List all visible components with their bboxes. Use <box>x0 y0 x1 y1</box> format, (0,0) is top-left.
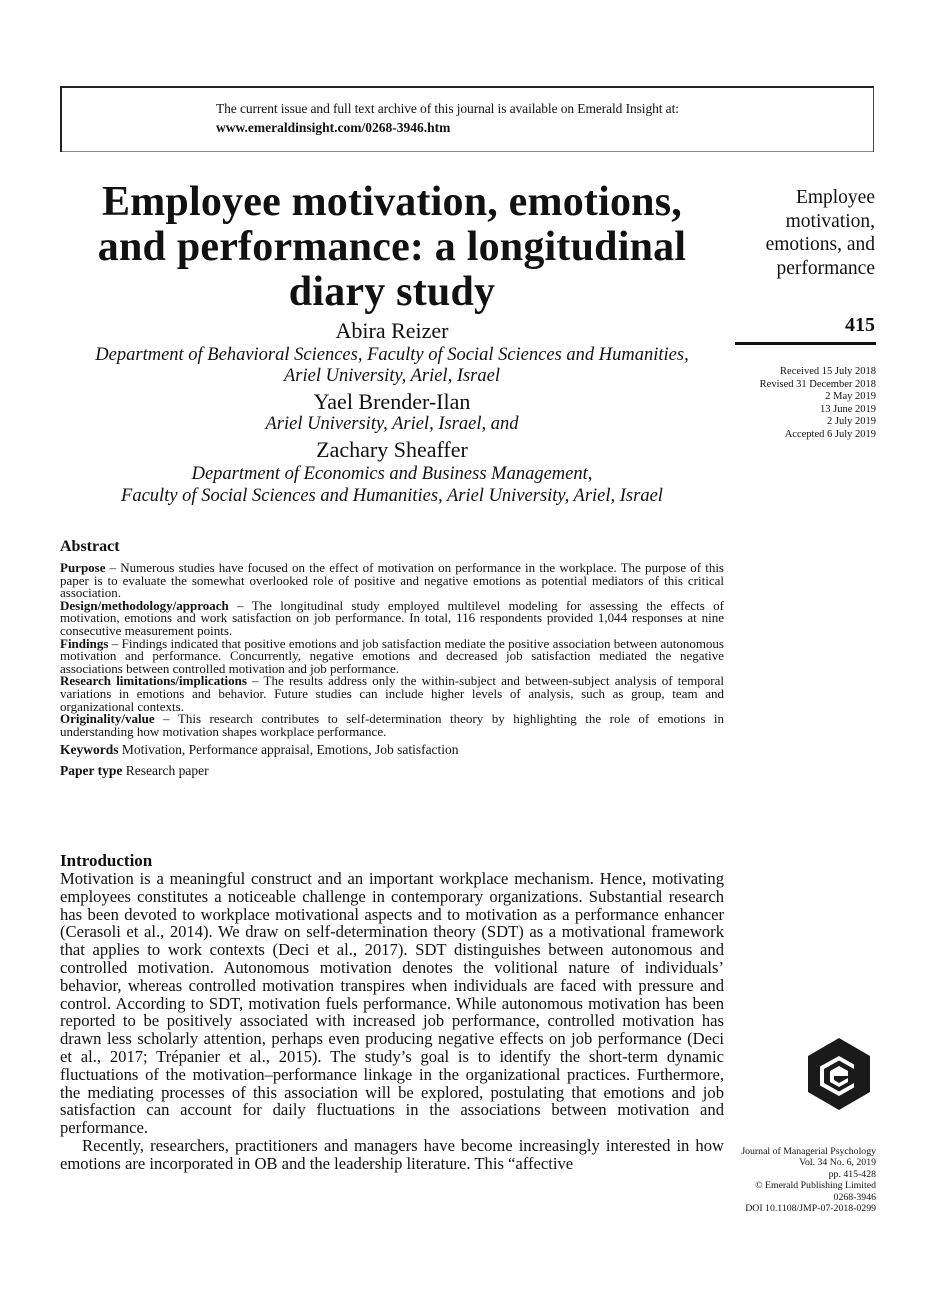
title-line: and performance: a longitudinal <box>97 224 687 270</box>
author-name: Zachary Sheaffer <box>316 437 468 462</box>
citation-line: © Emerald Publishing Limited <box>755 1180 876 1192</box>
title-line: Employee motivation, emotions, <box>102 179 682 225</box>
abstract-body <box>60 562 724 779</box>
abstract-section-text: – The longitudinal study employed multilevel modeling for assessing the effects of motivation, emotions and work satisfaction on job performance. In total, 116 respondents provided 1,044 responses at nine consecutive measurement points. <box>60 597 724 638</box>
paper-type-label: Paper type <box>60 763 123 779</box>
running-head-line: emotions, and <box>765 234 875 255</box>
page-number-rule <box>735 342 876 345</box>
abstract-section-label: Research limitations/implications <box>60 673 247 689</box>
abstract-section-text: – Findings indicated that positive emotions and job satisfaction mediate the positive association between autonomous motivation and performance. Concurrently, negative emotions and decreased job satisfaction mediated the negative associations between controlled motivation and job performance. <box>60 635 724 676</box>
citation-line: Journal of Managerial Psychology <box>741 1146 876 1157</box>
author-name: Abira Reizer <box>335 318 449 343</box>
journal-citation <box>730 1146 876 1214</box>
citation-line: 0268-3946 <box>833 1191 876 1203</box>
author-affiliation: Faculty of Social Sciences and Humanities, Ariel University, Ariel, Israel <box>121 486 663 506</box>
citation-line: DOI 10.1108/JMP-07-2018-0299 <box>745 1203 876 1215</box>
abstract-heading: Abstract <box>60 538 120 555</box>
author-name: Yael Brender-Ilan <box>313 389 471 414</box>
body-paragraph: Motivation is a meaningful construct and an important workplace mechanism. Hence, motivating employees constitutes a noticeable challenge in contemporary organizations. Substantial research has been devoted to workplace motivational aspects and to motivation as a performance enhancer (Cerasoli et al., 2014). We draw on self-determination theory (SDT) as a motivational framework that applies to work contexts (Deci et al., 2017). SDT distinguishes between autonomous and controlled motivation. Autonomous motivation denotes the volitional nature of individuals’ behavior, whereas controlled motivation transpires when individuals are faced with pressure and control. According to SDT, motivation fuels performance. While autonomous motivation has been reported to be positively associated with increased job performance, controlled motivation has drawn less scholarly attention, perhaps even producing negative effects on job performance (Deci et al., 2017; Trépanier et al., 2015). The study’s goal is to identify the short-term dynamic fluctuations of the motivation–performance linkage in the organizational practices. Furthermore, the mediating processes of this association will be explored, postulating that emotions and job satisfaction can account for daily fluctuations in the associations between motivation and performance. <box>60 869 724 1138</box>
abstract-section <box>60 675 724 713</box>
archive-url-link[interactable]: www.emeraldinsight.com/0268-3946.htm <box>216 120 451 135</box>
archive-notice-text: The current issue and full text archive of this journal is available on Emerald Insight at: <box>216 101 679 116</box>
history-entry: 2 May 2019 <box>825 391 876 403</box>
running-head-line: Employee <box>795 187 875 208</box>
abstract-section <box>60 562 724 600</box>
abstract-section <box>60 713 724 738</box>
keywords-text: Motivation, Performance appraisal, Emotions, Job satisfaction <box>118 742 459 758</box>
history-entry: 2 July 2019 <box>826 416 876 428</box>
abstract-section-text: – Numerous studies have focused on the effect of motivation on performance in the workplace. The purpose of this paper is to evaluate the somewhat overlooked role of positive and negative emotions as potential mediators of this critical association. <box>60 560 724 601</box>
abstract-section <box>60 635 724 676</box>
body-paragraph: Recently, researchers, practitioners and managers have become increasingly interested in how emotions are incorporated in OB and the leadership literature. This “affective <box>60 1135 724 1173</box>
submission-history <box>730 366 876 442</box>
citation-line: pp. 415-428 <box>828 1168 876 1180</box>
abstract-section-label: Purpose <box>60 560 106 575</box>
author-affiliation: Department of Economics and Business Management, <box>191 464 593 484</box>
abstract-section-label: Originality/value <box>60 711 155 727</box>
emerald-logo-icon <box>806 1036 872 1112</box>
abstract-section-label: Design/methodology/approach <box>60 597 229 613</box>
introduction-body <box>60 870 724 1173</box>
history-entry: Revised 31 December 2018 <box>759 378 876 390</box>
abstract-section-text: – The results address only the within-subject and between-subject analysis of temporal variations in emotions and behavior. Future studies can include higher levels of analysis, such as group, team and organizational contexts. <box>60 673 724 714</box>
title-line: diary study <box>288 269 496 315</box>
author-affiliation: Ariel University, Ariel, Israel <box>284 366 500 386</box>
archive-notice-box <box>60 86 874 152</box>
running-head-line: performance <box>776 257 875 279</box>
paper-type-text: Research paper <box>122 763 209 779</box>
author-affiliation: Ariel University, Ariel, Israel, and <box>265 414 519 434</box>
abstract-section <box>60 597 724 638</box>
running-head-line: motivation, <box>785 210 875 232</box>
author-affiliation: Department of Behavioral Sciences, Faculty of Social Sciences and Humanities, <box>95 345 689 365</box>
history-entry: Received 15 July 2018 <box>780 366 876 377</box>
page-number: 415 <box>845 314 875 336</box>
abstract-section-text: – This research contributes to self-determination theory by highlighting the role of emotions in understanding how motivation shapes workplace performance. <box>60 711 724 739</box>
paper-type-line <box>60 762 724 779</box>
abstract-section-label: Findings <box>60 635 109 651</box>
history-entry: Accepted 6 July 2019 <box>784 428 876 440</box>
keywords-line <box>60 741 724 758</box>
introduction-heading: Introduction <box>60 851 153 870</box>
keywords-label: Keywords <box>60 742 119 758</box>
citation-line: Vol. 34 No. 6, 2019 <box>799 1157 876 1169</box>
article-title <box>62 180 722 315</box>
running-head <box>735 186 875 280</box>
history-entry: 13 June 2019 <box>820 403 876 415</box>
